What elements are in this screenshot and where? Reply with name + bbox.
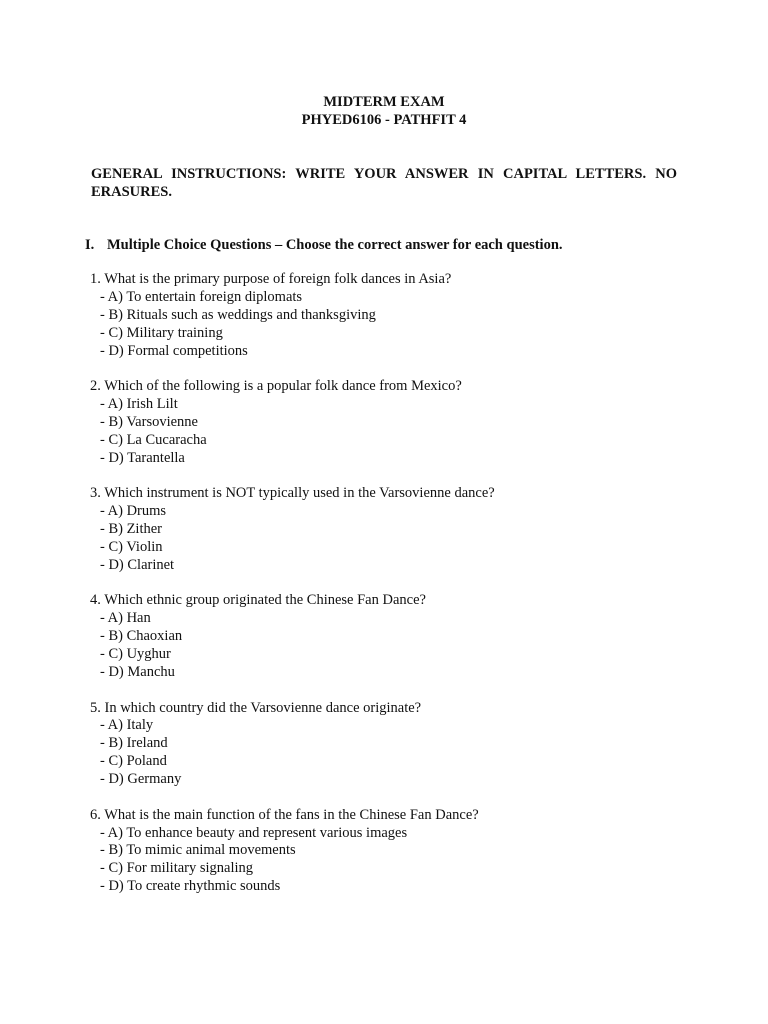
option-d: - D) Clarinet: [100, 556, 175, 573]
question-text: 3. Which instrument is NOT typically used in the Varsovienne dance?: [90, 485, 495, 502]
option-c: - C) Violin: [100, 538, 163, 555]
option-a: - A) To entertain foreign diplomats: [100, 288, 303, 305]
question-text: 1. What is the primary purpose of foreign folk dances in Asia?: [90, 271, 452, 287]
option-c: - C) Poland: [100, 753, 167, 770]
exam-header: [0, 93, 768, 129]
option-b: - B) To mimic animal movements: [100, 842, 296, 859]
question-3: [90, 485, 690, 575]
section-number: I.: [85, 237, 95, 253]
question-4: [90, 592, 690, 682]
option-a: - A) Irish Lilt: [100, 396, 178, 413]
question-2: [90, 378, 690, 468]
option-d: - D) Formal competitions: [100, 342, 248, 359]
option-c: - C) Uyghur: [100, 646, 171, 663]
question-6: [90, 807, 690, 897]
option-c: - C) Military training: [100, 324, 223, 341]
option-c: - C) La Cucaracha: [100, 431, 207, 448]
option-b: - B) Zither: [100, 521, 163, 538]
option-a: - A) Han: [100, 610, 151, 627]
exam-title: MIDTERM EXAM: [323, 94, 445, 110]
question-text: 6. What is the main function of the fans in the Chinese Fan Dance?: [90, 806, 479, 823]
question-text: 2. Which of the following is a popular folk dance from Mexico?: [90, 378, 462, 395]
option-b: - B) Rituals such as weddings and thanksgiving: [100, 306, 376, 323]
question-list: [90, 271, 690, 914]
question-1: [90, 271, 690, 361]
section-title: Multiple Choice Questions – Choose the correct answer for each question.: [107, 237, 563, 253]
option-b: - B) Ireland: [100, 735, 168, 752]
option-c: - C) For military signaling: [100, 860, 254, 877]
option-a: - A) Italy: [100, 717, 154, 734]
option-a: - A) Drums: [100, 503, 167, 520]
option-b: - B) Chaoxian: [100, 628, 183, 645]
section-heading: [85, 236, 685, 254]
question-text: 4. Which ethnic group originated the Chinese Fan Dance?: [90, 592, 426, 609]
general-instructions: GENERAL INSTRUCTIONS: WRITE YOUR ANSWER IN CAPITAL LETTERS. NO ERASURES.: [91, 166, 677, 200]
option-d: - D) Germany: [100, 771, 182, 788]
option-d: - D) To create rhythmic sounds: [100, 878, 281, 895]
question-text: 5. In which country did the Varsovienne dance originate?: [90, 699, 422, 716]
option-a: - A) To enhance beauty and represent various images: [100, 824, 408, 841]
question-5: [90, 700, 690, 790]
course-code: PHYED6106 - PATHFIT 4: [301, 112, 467, 128]
option-d: - D) Manchu: [100, 664, 175, 680]
option-d: - D) Tarantella: [100, 449, 185, 466]
option-b: - B) Varsovienne: [100, 413, 198, 430]
